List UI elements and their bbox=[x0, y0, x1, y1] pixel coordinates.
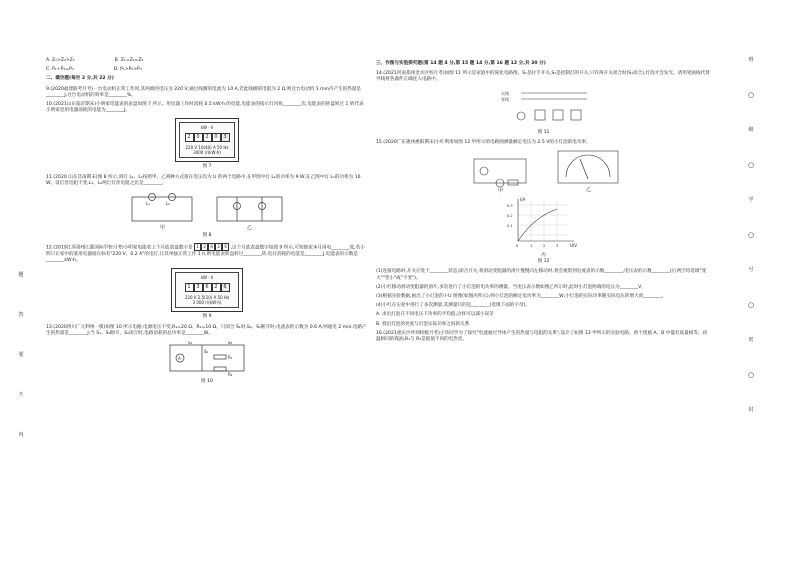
rail-circle: ○ bbox=[747, 91, 755, 99]
label-l1: L₁ bbox=[146, 201, 150, 207]
x-tick: 3 bbox=[555, 244, 558, 249]
right-binding-rail bbox=[744, 40, 758, 550]
meter-digit: 6 bbox=[203, 283, 212, 292]
inline-meter-digits bbox=[194, 243, 229, 251]
meter-face bbox=[179, 122, 235, 158]
rail-circle: ○ bbox=[747, 301, 755, 309]
option-b: B. Z₁=Z₂=Z₃ bbox=[114, 58, 144, 63]
figure-caption: 图 11 bbox=[537, 129, 550, 135]
option-b: B. 找出灯泡的亮度与灯泡实际功率之间的关系 bbox=[376, 321, 470, 327]
rail-char: 要 bbox=[18, 352, 24, 358]
rail-char: 封 bbox=[748, 407, 754, 413]
option-c: C. P₁+P₂=P₃ bbox=[46, 67, 74, 73]
figure-caption: 图 8 bbox=[202, 233, 212, 239]
switch-icon bbox=[535, 110, 545, 120]
meter-digit: 0 bbox=[212, 133, 221, 142]
energy-meter-figure bbox=[171, 268, 243, 312]
circuit-figure-12-jia bbox=[468, 153, 532, 193]
circuit-figure-10 bbox=[162, 341, 252, 377]
meter-digit: 0 bbox=[194, 133, 203, 142]
figure-12-row bbox=[376, 149, 711, 193]
rail-char: 密 bbox=[748, 337, 754, 343]
question-11: 11.(2020 山东莒南期末)图 8 所示,将灯 L₁、L₂按照甲、乙两种方式接在电压均为 U 的两个电路中,在甲图中灯 L₁的功率为 9 W,在乙图中灯 L₁的功率为 16 W。设灯丝电阻不变,L₁、L₂两灯灯丝电阻之比是________。 bbox=[46, 174, 361, 186]
circuit-figure-8 bbox=[122, 191, 292, 231]
question-15: 15.(2020广东惠州惠阳期末)小红利用如图 12 甲所示的电路图测量额定电压为 2.5 V的小灯泡的电功率。 bbox=[376, 139, 591, 145]
rail-circle: ○ bbox=[747, 231, 755, 239]
iu-graph-figure bbox=[504, 197, 584, 251]
label-jia: 甲 bbox=[160, 225, 166, 232]
meter-unit: kW · h bbox=[200, 125, 214, 131]
figure-caption-text: 图 12 bbox=[537, 259, 550, 265]
parallel-circuit-wire bbox=[217, 197, 282, 221]
x-tick: 2 bbox=[542, 244, 545, 249]
question-15-3: (3)根据实验数据,画出了小灯泡的 I-U 图像(如图丙所示),则小灯泡的额定电功率为________W;小灯泡的实际功率随实际电压的增大而________。 bbox=[376, 294, 667, 300]
x-axis-label: U/V bbox=[569, 243, 577, 249]
resistor-label: R₁ bbox=[228, 354, 233, 360]
switch-icon bbox=[553, 110, 563, 120]
label-l2: L₂ bbox=[166, 201, 170, 207]
figure-caption: 图 7 bbox=[202, 164, 212, 170]
rail-char: 级 bbox=[748, 127, 754, 133]
meter-digit: 1 bbox=[185, 283, 194, 292]
option-a: A. 求出灯泡在不同电压下功率的平均值,这样可以减小误差 bbox=[376, 312, 494, 318]
x-tick: 1 bbox=[529, 244, 532, 249]
x-tick: 0 bbox=[515, 244, 518, 249]
switch-label: S₁ bbox=[188, 340, 193, 345]
question-15-4: (4)小红在实验中进行了多次测量,其测量目的是________(选填下面的字母)。 bbox=[376, 303, 530, 309]
question-9: 9.(2020福建联考月考)一台电动机正常工作时,其两端的电压为 220 V,通过线圈的电流为 10 A,若此线圈的电阻为 2 Ω,则这台电动机 1 min内产生的热量是________J,这台电动机的效率是________%。 bbox=[46, 86, 361, 98]
live-wire-label: 火线 bbox=[500, 90, 509, 96]
meter-digit: 2 bbox=[215, 243, 222, 251]
rail-char: 内 bbox=[18, 432, 24, 438]
section-heading: 二、填空题(每空 2 分,共 22 分) bbox=[46, 76, 114, 82]
figure-caption: 图 9 bbox=[202, 314, 212, 320]
rail-circle: ○ bbox=[747, 161, 755, 169]
ammeter-label: A bbox=[178, 355, 181, 361]
meter-digit: 2 bbox=[201, 243, 208, 251]
rail-char: 号 bbox=[748, 267, 754, 273]
question-15-1: (1)连接电路时,开关应处于________状态;闭合开关,将滑动变阻器的滑片慢慢向左移动时,将会观察到电流表的示数________,电压表的示数________(后两空均选填"变大""变小"或"不变")。 bbox=[376, 269, 707, 281]
question-12 bbox=[46, 243, 368, 264]
question-13: 13.(2020四川广元利州一模)如图 10 所示电路,电源电压不变,R₁=20 Ω、R₂=10 Ω。只闭合 S₁时,S₂、S₃断开时,电流表的示数为 0.6 A,则通电 2 min,电路产生的热量是________J;当 S₁、S₃断开、S₂闭合时,电路消耗的总功率是________W。 bbox=[46, 324, 367, 336]
meter-rating: 220 V 2.5(10) A 50 Hz bbox=[184, 295, 230, 301]
options-row bbox=[46, 67, 368, 73]
rail-circle: ○ bbox=[747, 371, 755, 379]
meter-digit: 1 bbox=[194, 243, 201, 251]
figure-caption: 图 10 bbox=[201, 378, 213, 384]
meter-digit: 2 bbox=[212, 283, 221, 292]
question-10: 10.(2021山东临沂期末)小明家电能表的表盘如图 7 所示。用电器工作时消耗 0.5 kW·h 的电能,电能表的指示灯闪烁________次,电能表的转盘转过 1 转代表小明家里用电器消耗的电能为________J。 bbox=[46, 102, 364, 114]
left-column bbox=[46, 58, 368, 389]
rail-char: 答 bbox=[18, 312, 24, 318]
household-circuit-figure bbox=[499, 88, 589, 128]
right-column bbox=[376, 58, 711, 346]
meter-rating: 220 V 10(40) A 50 Hz bbox=[185, 145, 229, 151]
meter-digit: 2 bbox=[203, 133, 212, 142]
question-14: 14.(2021河南郑州金水区校月考)如图 11 所示是家庭中的简化电路图。S₁是拉手开关,S₂是控制灯的开关,只有两开关闭合时(S₁闭合),灯泡才会发光。请用笔画线代替导线将各器件正确连入电路中。 bbox=[376, 71, 710, 83]
voltmeter-icon bbox=[480, 167, 488, 175]
meter-constant: 3 000 r/(kW·h) bbox=[192, 300, 222, 306]
rail-char: 班 bbox=[748, 57, 754, 63]
meter-digit: 6 bbox=[208, 243, 215, 251]
section-heading: 三、作图与实验探究题(第 14 题 4 分,第 15 题 14 分,第 16 题 12 分,共 30 分) bbox=[376, 61, 546, 66]
figure-caption bbox=[376, 253, 711, 265]
question-15-2: (2)小红移动滑动变阻器的滑片,多次进行了小灯泡的电功率的测量。当电压表示数如图乙所示时,此时小灯泡两端的电压为________V。 bbox=[376, 284, 646, 290]
meter-digit: 6 bbox=[221, 283, 230, 292]
socket-icon bbox=[571, 110, 581, 120]
rail-char: 学 bbox=[748, 197, 754, 203]
meter-constant: 3000 r/(kW·h) bbox=[193, 150, 221, 156]
y-tick: 0.3 bbox=[506, 204, 513, 209]
meter-digits bbox=[178, 283, 236, 292]
option-a: A. Z₁>Z₂>Z₃ bbox=[46, 58, 75, 63]
options-row bbox=[46, 58, 368, 64]
meter-digit: 3 bbox=[221, 133, 230, 142]
resistor-icon bbox=[214, 367, 226, 371]
y-tick: 0.1 bbox=[506, 224, 513, 229]
y-tick: 0.2 bbox=[506, 214, 513, 219]
meter-unit: kW · h bbox=[200, 275, 214, 281]
y-axis-label: I/A bbox=[519, 197, 525, 203]
left-binding-rail bbox=[14, 40, 28, 550]
switch-label: S₂ bbox=[204, 348, 209, 354]
rail-char: 不 bbox=[18, 392, 24, 398]
neutral-wire-label: 零线 bbox=[500, 96, 509, 102]
label-yi: 乙 bbox=[585, 187, 591, 194]
meter-digits bbox=[182, 133, 232, 142]
energy-meter-figure bbox=[175, 118, 239, 162]
label-bing: 丙 bbox=[541, 253, 546, 259]
option-d: D. P₁>P₂>P₃ bbox=[113, 67, 142, 73]
resistor-label: R₂ bbox=[228, 371, 233, 377]
voltmeter-dial-figure bbox=[556, 149, 620, 193]
question-16: 16.(2021重庆沙坪坝校级月考)小华同学为了探究"电流通过导体产生的热量与电阻的关系",设计了如图 13 甲所示的实验电路。两个烧瓶 A、B 中盛有质量相等、初温相同的煤油,R₁与 R₂是阻值不同的电热丝。 bbox=[376, 330, 708, 343]
series-circuit-wire bbox=[132, 197, 192, 221]
label-jia: 甲 bbox=[497, 188, 503, 194]
resistor-icon bbox=[214, 355, 226, 359]
meter-digit: 3 bbox=[194, 283, 203, 292]
rheostat-icon bbox=[508, 180, 518, 185]
rail-char: 题 bbox=[18, 272, 24, 278]
question-12-text: 12.(2019江苏扬州江都国际学校月考)小明家电能表上个月底表盘数字是 bbox=[46, 245, 193, 251]
question-12-text-cont: ,这个月底表盘数字如图 9 所示,可知他家本月用电________度,若小明只让家中的某用电器接在标有"220 V、0.2 A"的电灯,让其单独正常工作 1 h,则电能表转盘转过________转,电灯消耗的电能是________J,电能表的示数是________kW·h。 bbox=[46, 245, 365, 264]
label-yi: 乙 bbox=[247, 225, 253, 232]
switch-label: S₃ bbox=[228, 340, 233, 345]
bulb-icon bbox=[517, 112, 525, 120]
meter-digit: 6 bbox=[222, 243, 229, 251]
meter-face bbox=[175, 272, 239, 308]
meter-digit: 2 bbox=[185, 133, 194, 142]
